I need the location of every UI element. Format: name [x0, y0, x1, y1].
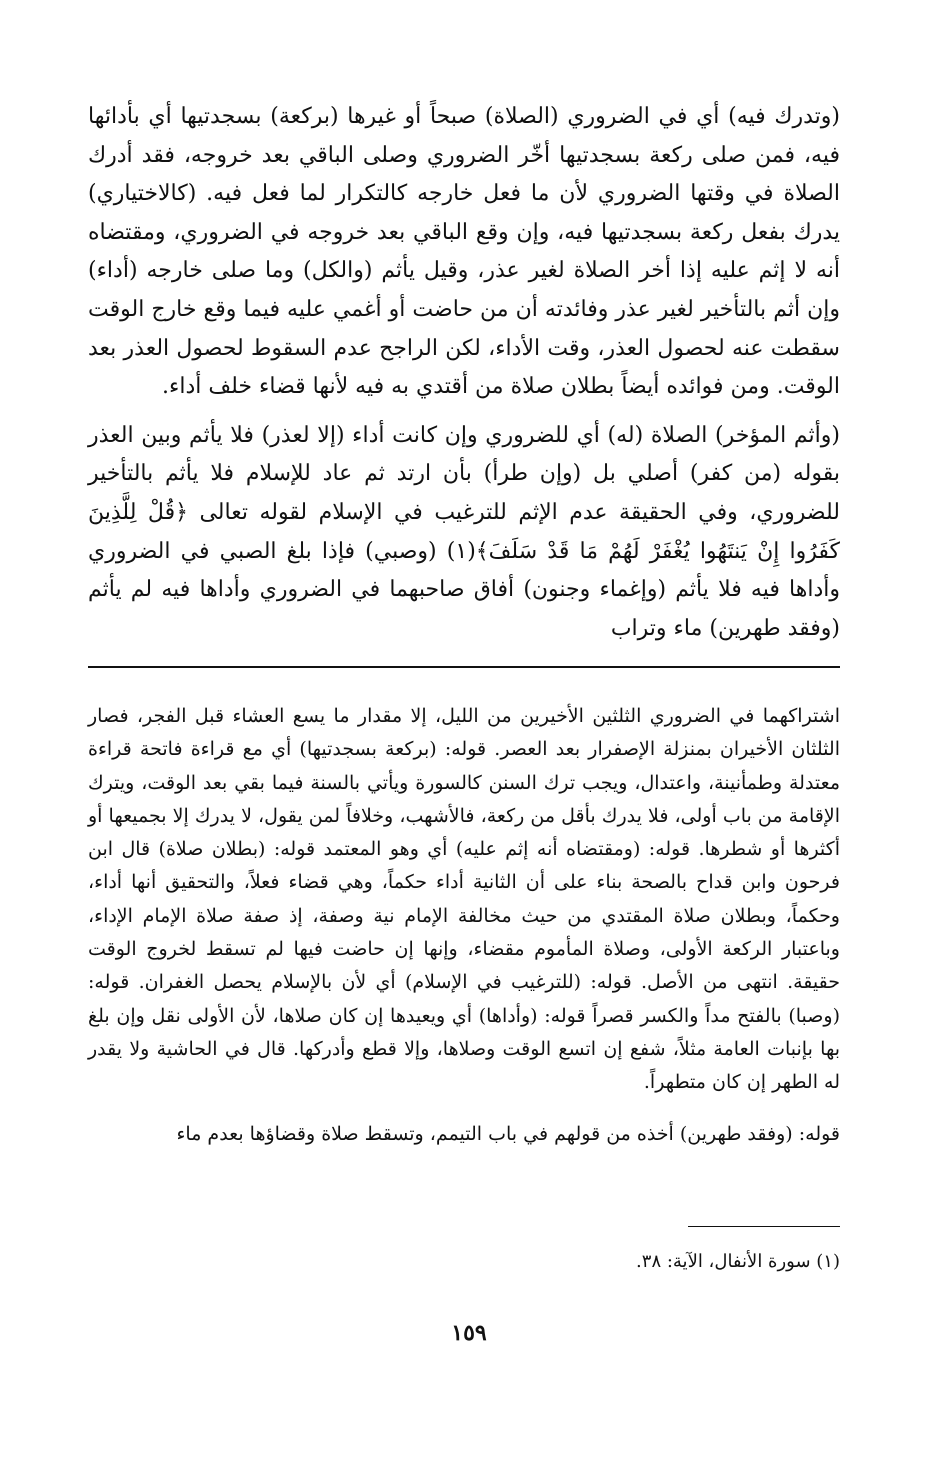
commentary-line: اشتراكهما في الضروري الثلثين الأخيرين من الليل، إلا مقدار ما يسع العشاء قبل الفجر، فصار — [88, 705, 840, 727]
main-line: أدرك الصلاة في وقتها الضروري لأن ما فعل خارجه كالتكرار لما فعل فيه. (كالاختياري) — [88, 142, 840, 207]
commentary-line: قطع وأدركها. قال في الحاشية ولا يقدر له الطهر إن كان متطهراً. — [88, 1037, 840, 1094]
commentary-text — [88, 700, 840, 1151]
main-line: بأدائها فيه، فمن صلى ركعة بسجدتيها أخّر الضروري وصلى الباقي بعد خروجه، فقد — [88, 104, 840, 168]
main-line: ومن فوائده أيضاً بطلان صلاة من أقتدي به فيه لأنها قضاء خلف أداء. — [162, 374, 770, 400]
commentary-line: والتحقيق أنها أداء، وحكماً، وبطلان صلاة المقتدي من حيث مخالفة الإمام نية وصفة، إذ صفة — [88, 871, 840, 927]
commentary-line: صلاة الإمام الإداء، وباعتبار الركعة الأولى، وصلاة المأموم مقضاء، وإنها إن حاضت فيها لم — [88, 904, 840, 961]
main-line: (وأثم المؤخر) الصلاة (له) أي للضروري وإن كانت أداء (إلا لعذر) فلا يأثم وبين — [141, 422, 840, 448]
footnote: (١) سورة الأنفال، الآية: ٣٨. — [636, 1251, 840, 1272]
commentary-line: الثلثان الأخيران بمنزلة الإصفرار بعد العصر. قوله: (بركعة بسجدتيها) أي مع قراءة فاتحة قراءة — [88, 738, 840, 761]
commentary-line: قوله: (وفقد طهرين) أخذه من قولهم في باب التيمم، وتسقط صلاة وقضاؤها بعدم ماء — [176, 1122, 840, 1145]
section-divider — [88, 666, 840, 668]
main-line: (وتدرك فيه) أي في الضروري (الصلاة) صبحاً أو غيرها (بركعة) بسجدتيها أي — [148, 104, 840, 129]
commentary-line: معتدلة وطمأنينة، واعتدال، ويجب ترك السنن كالسورة ويأتي بالسنة فيما بقي بعد الوقت، — [141, 771, 841, 794]
main-line: للضروري، وفي الحقيقة عدم الإثم للترغيب في الإسلام لقوله تعالى ﴿قُلْ لِلَّذِينَ كَفَرُوا إِنْ — [88, 499, 841, 564]
main-line: العذر بقوله (من كفر) أصلي بل (وإن طرأ) بأن ارتد ثم عاد للإسلام فلا يأثم بالتأخير — [88, 422, 840, 487]
page-number: ١٥٩ — [451, 1320, 487, 1346]
main-line: بالتأخير لغير عذر وفائدته أن من حاضت أو أغمي عليه فيما وقع خارج الوقت سقطت — [88, 296, 840, 361]
commentary-paragraph-2 — [88, 1118, 840, 1151]
main-text — [88, 98, 840, 648]
commentary-paragraph-1 — [88, 700, 840, 1100]
commentary-line: يحصل الغفران. قوله: (وصبا) بالفتح مداً والكسر قصراً قوله: (وأداها) أي ويعيدها إن كان — [88, 971, 841, 1027]
main-line: عنه لحصول العذر، وقت الأداء، لكن الراجح عدم السقوط لحصول العذر بعد الوقت. — [88, 335, 840, 400]
commentary-line: تسقط لخروج الوقت حقيقة. انتهى من الأصل. قوله: (للترغيب في الإسلام) أي لأن بالإسلام — [88, 938, 841, 994]
footnote-divider — [688, 1226, 840, 1227]
main-line: لا إثم عليه إذا أخر الصلاة لغير عذر، وقيل يأثم (والكل) وما صلى خارجه (أداء) وإن أثم — [88, 258, 841, 322]
main-line: يدرك بفعل ركعة بسجدتيها فيه، وإن وقع الباقي بعد خروجه في الضروري، ومقتضاه أنه — [88, 219, 841, 284]
commentary-line: ويترك الإقامة من باب أولى، فلا يدرك بأقل من ركعة، فالأشهب، وخلافاً لمن يقول، لا يدرك — [88, 771, 840, 827]
main-paragraph-1 — [88, 98, 840, 407]
commentary-line: صلاة) قال ابن فرحون وابن قداح بالصحة بناء على أن الثانية أداء حكماً، وهي قضاء فعلاً، — [88, 838, 840, 894]
main-line: يَنتَهُوا يُغْفَرْ لَهُمْ مَا قَدْ سَلَفَ﴾(١) (وصبي) فإذا بلغ الصبي في الضروري وأداها فيه فلا يأثم — [88, 538, 840, 603]
main-line: (وإغماء وجنون) أفاق صاحبهما في الضروري وأداها فيه لم يأثم (وفقد طهرين) ماء وتراب — [88, 577, 840, 641]
commentary-line: صلاها، لأن الأولى نقل وإن بلغ بها بإنبات العامة مثلاً، شفع إن اتسع الوقت وصلاها، وإلا — [88, 1004, 840, 1060]
main-paragraph-2 — [88, 417, 840, 649]
commentary-line: إلا بجميعها أو أكثرها أو شطرها. قوله: (ومقتضاه أنه إثم عليه) أي وهو المعتمد قوله: (بطلان — [88, 804, 840, 861]
